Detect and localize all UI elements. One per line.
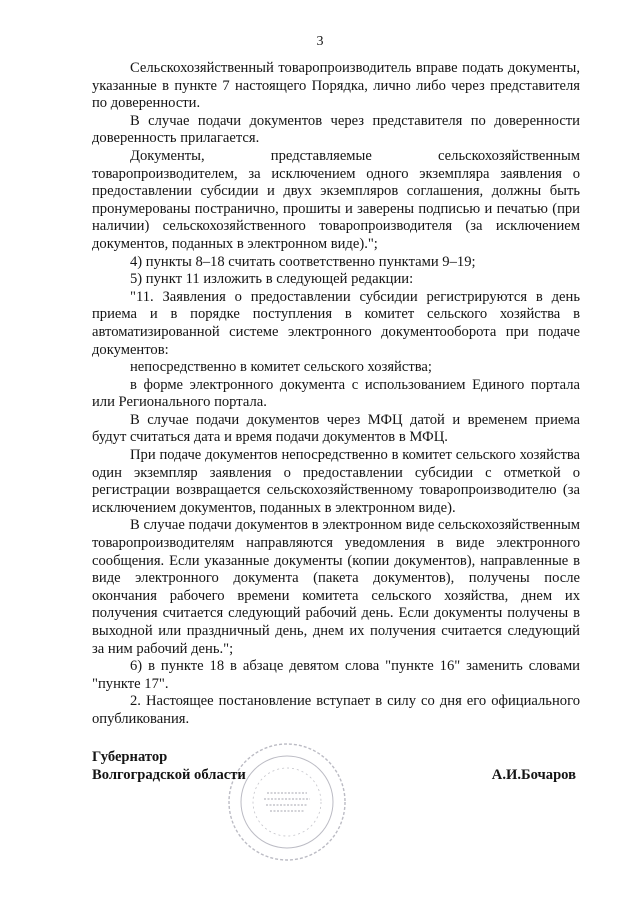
paragraph-12: 6) в пункте 18 в абзаце девятом слова "пункте 16" заменить словами "пункте 17". — [92, 658, 580, 692]
paragraph-6: "11. Заявления о предоставлении субсидии регистрируются в день приема и в порядке поступления в комитет сельского хозяйства в автоматизированной системе электронного документооборота при подаче документов: — [92, 288, 580, 358]
signatory-name: А.И.Бочаров — [491, 767, 576, 783]
document-body — [92, 60, 580, 729]
page-number: 3 — [316, 34, 324, 49]
paragraph-5: 5) пункт 11 изложить в следующей редакции: — [130, 271, 414, 288]
signatory-title-line2: Волгоградской области — [92, 766, 246, 783]
signatory-title — [92, 749, 246, 784]
signatory-title-line1: Губернатор — [92, 749, 168, 765]
paragraph-10: При подаче документов непосредственно в комитет сельского хозяйства один экземпляр заявления о предоставлении субсидии с отметкой о регистрации возвращается сельскохозяйственному товаропроизводителю (за исключением документов, поданных в электронном виде). — [92, 447, 580, 516]
paragraph-3: Документы, представляемые сельскохозяйственным товаропроизводителем, за исключением одного экземпляра заявления о предоставлении субсидии и двух экземпляров соглашения, должны быть пронумерованы постранично, прошиты и заверены подписью и печатью (при наличии) сельскохозяйственного товаропроизводителя (за исключением документов, поданных в электронном виде)."; — [92, 147, 580, 252]
paragraph-8: в форме электронного документа с использованием Единого портала или Регионального портала. — [92, 376, 580, 411]
paragraph-4: 4) пункты 8–18 считать соответственно пунктами 9–19; — [130, 253, 476, 270]
paragraph-11: В случае подачи документов в электронном виде сельскохозяйственным товаропроизводителям направляются уведомления в виде электронного сообщения. Если указанные документы (копии документов), направленные в виде электронного документа (пакета документов), получены после окончания рабочего времени комитета сельского хозяйства, днем их получения считается следующий рабочий день. Если документы получены в выходной или праздничный день, днем их получения считается следующий за ним рабочий день."; — [92, 517, 580, 657]
paragraph-13: 2. Настоящее постановление вступает в силу со дня его официального опубликования. — [92, 693, 580, 727]
paragraph-1: Сельскохозяйственный товаропроизводитель вправе подать документы, указанные в пункте 7 настоящего Порядка, лично либо через представителя по доверенности. — [92, 60, 580, 112]
paragraph-2: В случае подачи документов через представителя по доверенности доверенность прилагается. — [92, 112, 580, 147]
paragraph-7: непосредственно в комитет сельского хозяйства; — [130, 359, 432, 376]
signature-block — [92, 749, 580, 869]
paragraph-9: В случае подачи документов через МФЦ датой и временем приема будут считаться дата и время подачи документов в МФЦ. — [92, 411, 580, 446]
